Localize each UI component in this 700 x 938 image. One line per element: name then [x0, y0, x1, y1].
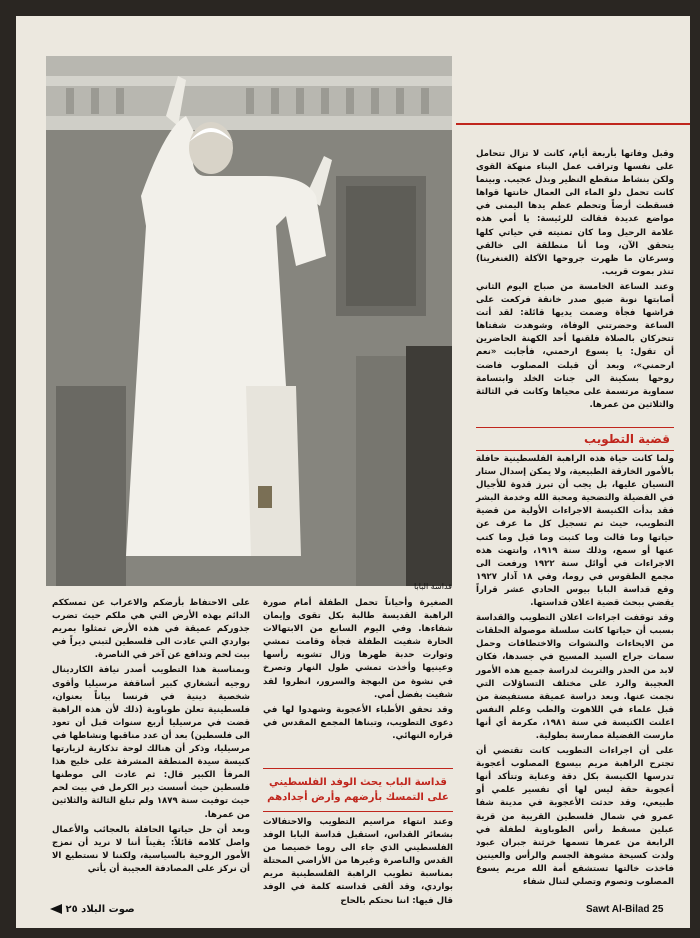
paragraph: الصغيرة وأحياناً تحمل الطفلة أمام صورة الراهبة القديسة طالبة بكل تقوى وإيمان شفاءها. وفي اليوم السابع من الابتهالات الحارة شفيت الطفلة فجأة وقامت تمشي وتوارت حدبة ظهرها وزال تشويه رأسها وعينيها وأخذت تمشي طول النهار وتصرخ في نشوة من البهجة والسرور، انظروا لقد شفيت بفضل أمي.	[263, 598, 453, 700]
pull-quote: قداسة الباب يحث الوفد الفلسطيني على التمسك بأرضهم وأرض أجدادهم	[263, 768, 453, 812]
right-column	[476, 148, 674, 414]
red-rule	[456, 123, 690, 125]
magazine-page	[16, 16, 690, 928]
paragraph: وقد تحقق الأطباء الأعجوبة وشهدوا لها في دعوى التطويب، وتبناها المجمع المقدس في قراره النهائي.	[263, 704, 453, 741]
paragraph: وبمناسبة هذا التطويب أصدر نيافة الكاردينال روجيه أتشغاري كبير أساقفة مرسيليا وأقوى شخصية دينية في فرنسا بياناً بعنوان، فلسطينية تعلن طوباوية (ذلك لأن هذه الراهبة قضت في مرسيليا أربع سنوات قبل أن تعود الى فلسطين) بعد أن عدد مناقبها ونشاطها في مرسيليا، وذكر أن هنالك لوحة تذكارية لزيارتها كنيسة سيدة المنطقة المشرفة على خليج هذا المرفأ الكبير قال: ثم عادت الى موطنها فلسطين حيث أسست دير الكرمل في بيت لحم حيث توفيت سنة ١٨٧٩ ولم تبلغ الثالثة والثلاثين من عمرها.	[52, 665, 250, 820]
section-heading	[476, 427, 674, 451]
middle-column-continued	[263, 816, 453, 910]
paragraph: وقد توقفت اجراءات اعلان التطويب والقداسة بسبب أن حياتها كانت سلسلة موصولة الحلقات من الايحاءات والنشوات والاختطافات وحمل سمات جراح السيد المسيح في جسدها، فكان لابد من الحذر والتريث لدراسة جميع هذه الأمور العجيبة والرد على مختلف التساؤلات التي نجمت عنها. وبعد دراسة عميقة مستفيضة من قبل علماء في اللاهوت والطب وعلم النفس اعلنت الكنيسة في سنة ١٩٨١، مكرمة أي أنها مارست الفضيلة ممارسة بطولية.	[476, 613, 674, 741]
footer-arabic	[46, 904, 135, 915]
photo-caption: قداسة البابا	[414, 582, 452, 591]
middle-column	[263, 597, 453, 745]
right-column-continued	[476, 453, 674, 891]
paragraph: ولما كانت حياة هذه الراهبة الفلسطينية حافلة بالأمور الخارقة الطبيعية، ولا يمكن إسدال ستار النسيان عليها، بل يجب أن تبرز قدوة للأجيال في الفضيلة والتضحية ومحبة الله وخدمة البشر فقد بدأت الكنيسة الاجراءات الأولية من قضية التطويب، حيث تم تسجيل كل ما عرف عن حياتها وما قالت وما كتبت وما قيل وما كتب عنها أو سمع، وذلك سنة ١٩١٩، وانتهت هذه الاجراءات في أوائل سنة ١٩٢٢ ورفعت الى مجمع الطقوس في روما، وفي ١٨ آذار ١٩٢٧ وقع قداسة البابا بيوس الحادي عشر قراراً يقضي ببحث قضية اعلان قداستها.	[476, 454, 674, 609]
paragraph: وقبل وفاتها بأربعة أيام، كانت لا تزال تتحامل على نفسها وتراقب عمل البناء منهكة القوى ولكن بنشاط منقطع النظير وبذل عجيب. وبينما كانت تحمل دلو الماء الى العمال خانتها قواها فسقطت أرضاً وتحطم عظم يدها اليمنى في مواضع عديدة فقالت للرئيسة: يا أمي هذه علامة الرحيل وما كان تمنيته في حياتي كلها يتحقق الآن، وما أنا منطلقة الى خالقي وسرعان ما ظهرت جروحها الآكلة (الغنغرينا) تنذر بموت قريب.	[476, 149, 674, 277]
paragraph: وعند الساعة الخامسة من صباح اليوم الثاني أصابتها نوبة ضيق صدر خانقة فركعت على فراشها فجأة وضمت يديها قائلة: لقد أتت الساعة وحضرتني الوفاة، وشوهدت شفتاها تتحركان بالصلاة فلقنها أحد الكهنة الحاضرين أن تقول: يا يسوع ارحمني، فأجابت «نعم ارحمني»، وبعد أن قبلت المصلوب فاضت روحها بسكينة الى جنات الخلد وابتسامة سماوية مرتسمة على محياها وكانت في الثالثة والثلاثين من عمرها.	[476, 281, 674, 410]
paragraph: على الاحتفاظ بأرضكم والاعراب عن تمسككم الدائم بهذه الأرض التي هي ملكم حيث تضرب جذوركم عميقة في هذه الأرض تمثلوا بمريم بواردي التي عادت الى فلسطين لتبني ديراً في بيت لحم وتدافع عن آخر في الناصرة.	[52, 598, 250, 661]
paragraph: وبعد أن حل حياتها الحافلة بالعجائب والأعمال واصل كلامه قائلاً: يقيناً أننا لا نريد أن نمزج الأمور الروحية بالسياسية، ولكننا لا نستطيع الا أن نركز على المصادفة العجيبة أن يأتي	[52, 824, 250, 874]
footer-arabic-text: صوت البلاد ٢٥	[65, 904, 135, 915]
section-heading-text: قضية التطويب	[584, 432, 670, 446]
footer-latin: Sawt Al-Bilad 25	[586, 904, 664, 915]
left-column	[52, 597, 250, 878]
paragraph: على أن اجراءات التطويب كانت تقتضي أن تجترح الراهبة مريم بيسوع المصلوب أعجوبة تدرسها الكنيسة بكل دقة وعناية وتتأكد أنها أعجوبة حقة ليس لها أي تفسير علمي أو طبيعي، وقد حدثت الأعجوبة في مدينة شفا عمرو في شمال فلسطين القريبة من قرية عبلين مسقط رأس الطوباوية لطفلة في الرابعة من عمرها تسمها خرثنة جبران عبود ولدت كسيحة مشوهة الجسم والرأس والعينين فاخذت خالتها تستشفع أمة الله مريم يسوع المصلوب وتصوم وتصلي لتنال شفاء	[476, 746, 674, 887]
pope-photo	[46, 56, 452, 586]
arrow-left-icon	[50, 904, 62, 914]
paragraph: وعند انتهاء مراسيم التطويب والاحتفالات بشعائر القداس، استقبل قداسة البابا الوفد الفلسطيني الذي جاء الى روما خصيصا من القدس والناصرة وغيرها من الأراضي المحتلة بمناسبة تطويب الراهبة الفلسطينية مريم بواردي، وقد ألقى قداسته كلمة في الوفد قال فيها: اننا نحتكم بالحاح	[263, 817, 453, 906]
photo-illustration	[46, 56, 452, 586]
